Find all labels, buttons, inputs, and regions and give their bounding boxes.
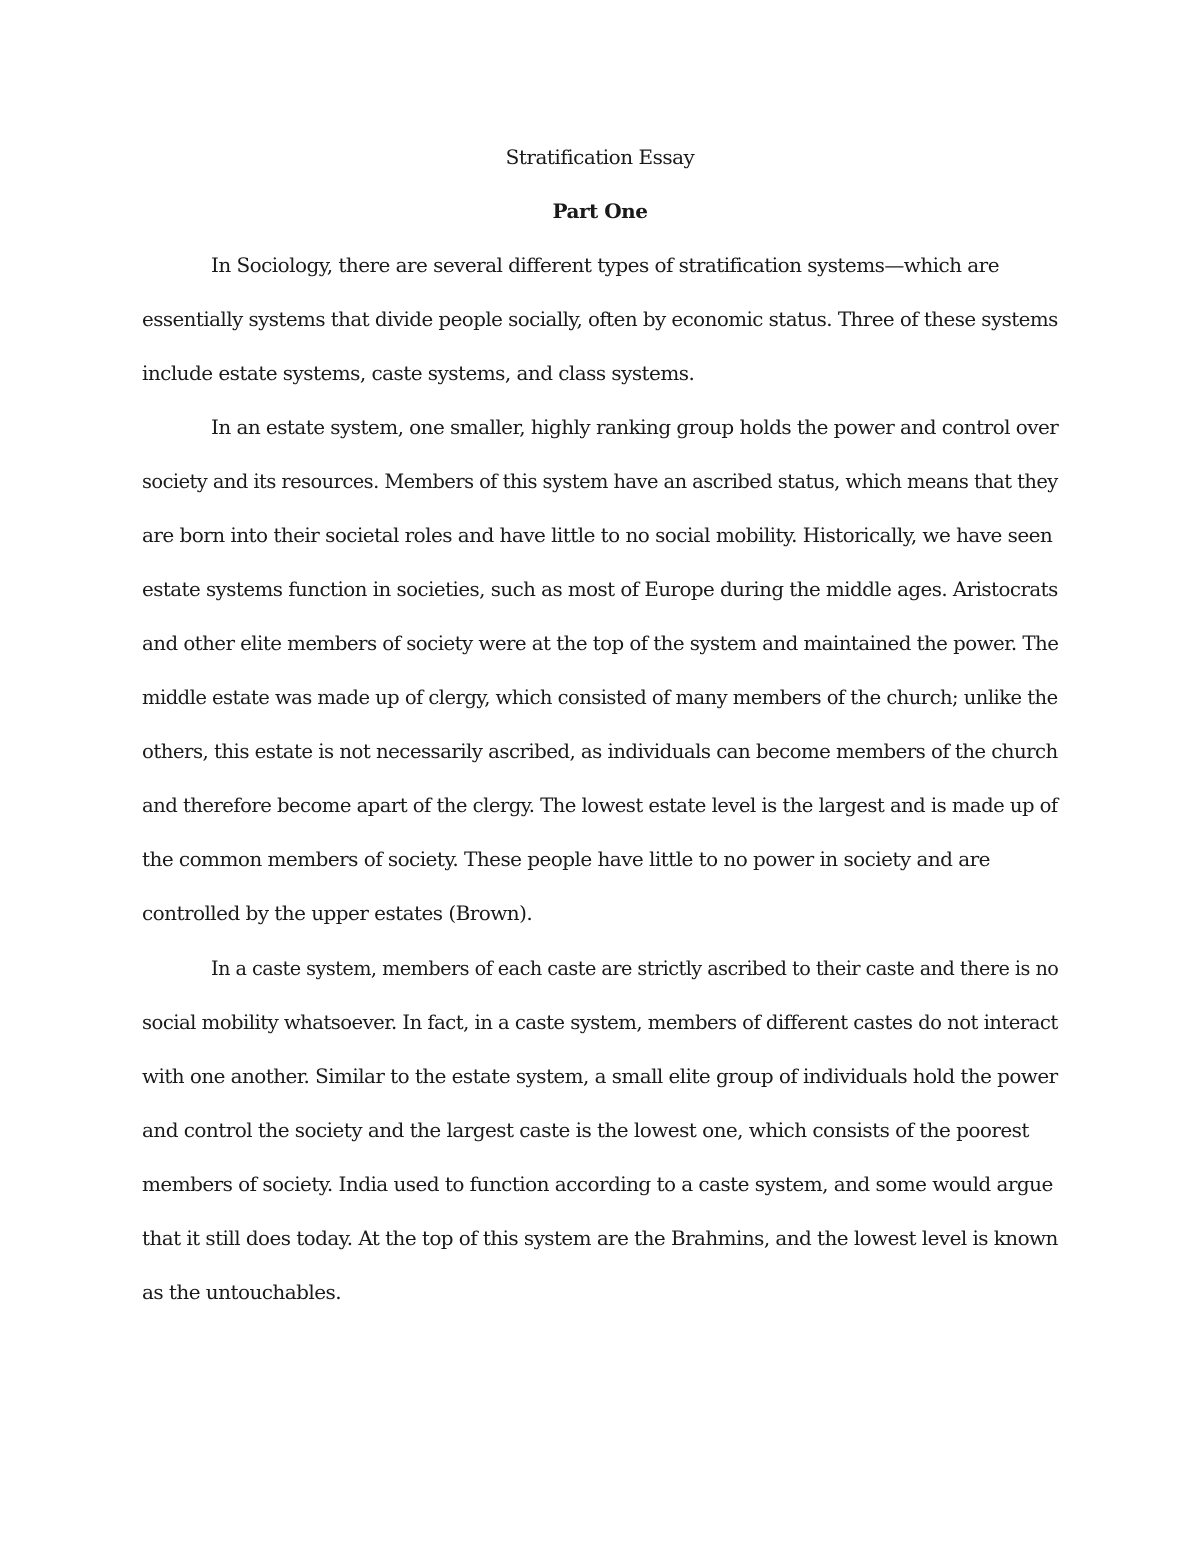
paragraph-line: with one another. Similar to the estate system, a small elite group of individuals hold the power <box>142 1064 1058 1088</box>
paragraph-line: In Sociology, there are several different types of stratification systems—which are <box>211 253 999 277</box>
paragraph-line: In an estate system, one smaller, highly ranking group holds the power and control over <box>211 415 1059 439</box>
paragraph-line: estate systems function in societies, such as most of Europe during the middle ages. Aristocrats <box>142 577 1058 601</box>
paragraph-line: controlled by the upper estates (Brown). <box>142 901 533 925</box>
paragraph-line: the common members of society. These people have little to no power in society and are <box>142 847 990 871</box>
paragraph-line: are born into their societal roles and have little to no social mobility. Historically, we have seen <box>142 523 1053 547</box>
paragraph-line: include estate systems, caste systems, and class systems. <box>142 361 695 385</box>
paragraph-line: and control the society and the largest caste is the lowest one, which consists of the poorest <box>142 1118 1029 1142</box>
paragraph-line: and therefore become apart of the clergy. The lowest estate level is the largest and is made up of <box>142 793 1058 817</box>
paragraph-line: essentially systems that divide people socially, often by economic status. Three of these systems <box>142 307 1058 331</box>
paragraph-line: society and its resources. Members of this system have an ascribed status, which means that they <box>142 469 1058 493</box>
paragraph-line: that it still does today. At the top of this system are the Brahmins, and the lowest level is known <box>142 1226 1058 1250</box>
paragraph-line: and other elite members of society were at the top of the system and maintained the power. The <box>142 631 1059 655</box>
paragraph-line: middle estate was made up of clergy, which consisted of many members of the church; unlike the <box>142 685 1058 709</box>
paragraph-line: social mobility whatsoever. In fact, in a caste system, members of different castes do not interact <box>142 1010 1058 1034</box>
document-title: Stratification Essay <box>505 145 695 169</box>
paragraph-line: others, this estate is not necessarily ascribed, as individuals can become members of the church <box>142 739 1058 763</box>
paragraph-line: In a caste system, members of each caste are strictly ascribed to their caste and there is no <box>211 956 1059 980</box>
section-heading: Part One <box>552 199 648 223</box>
paragraph-line: as the untouchables. <box>142 1280 342 1304</box>
paragraph-line: members of society. India used to function according to a caste system, and some would argue <box>142 1172 1053 1196</box>
